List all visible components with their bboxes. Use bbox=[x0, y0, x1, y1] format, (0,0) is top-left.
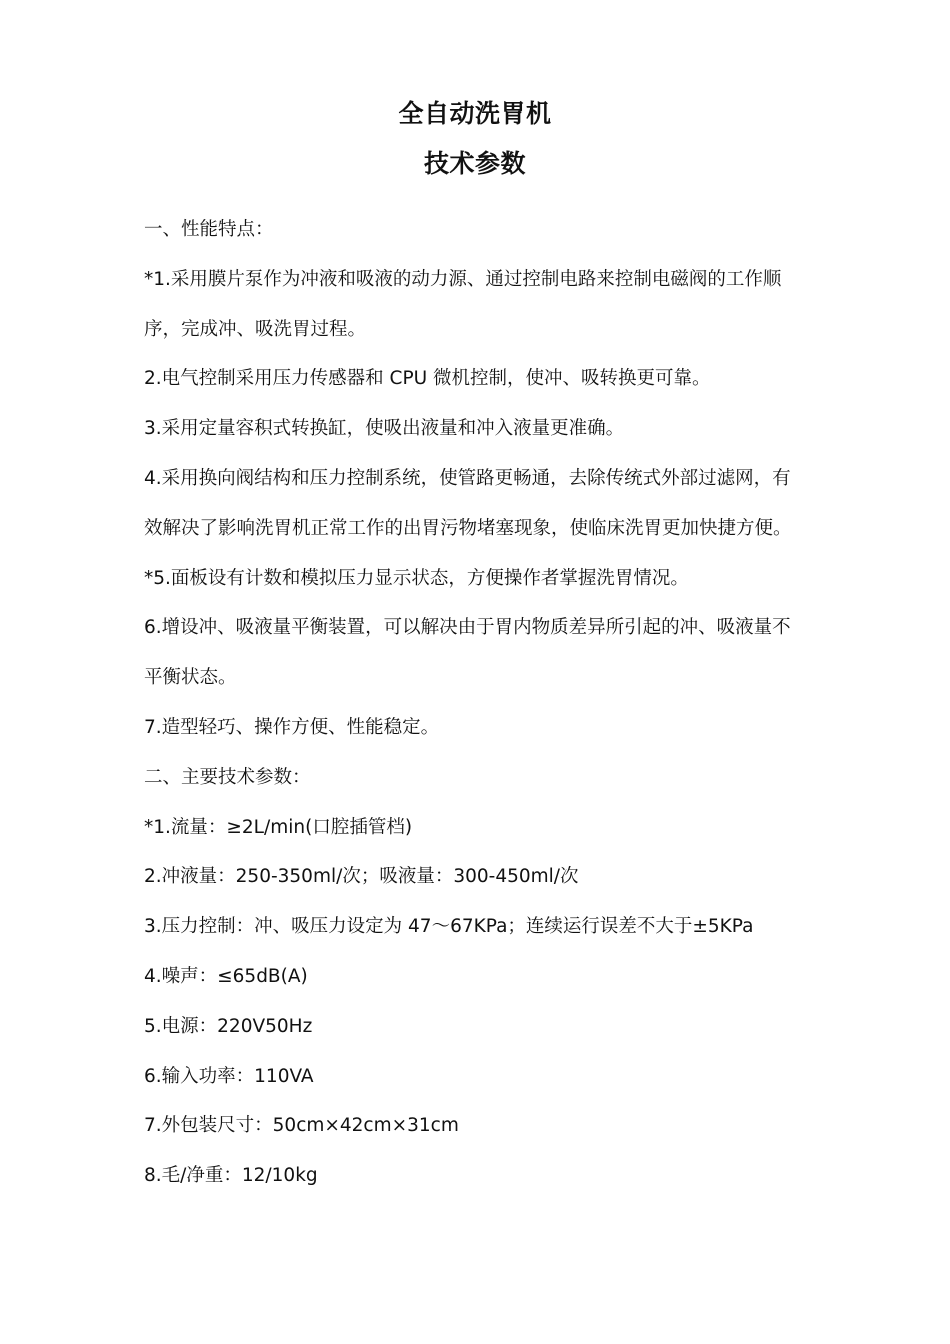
text-line: 6.增设冲、吸液量平衡装置，可以解决由于胃内物质差异所引起的冲、吸液量不 bbox=[144, 617, 791, 639]
spec-line: 8.毛/净重：12/10kg bbox=[144, 1165, 318, 1187]
spec-line: 4.噪声：≤65dB(A) bbox=[144, 965, 308, 987]
spec-line: 3.压力控制：冲、吸压力设定为 47～67KPa；连续运行误差不大于±5KPa bbox=[144, 916, 754, 938]
text-line: 效解决了影响洗胃机正常工作的出胃污物堵塞现象，使临床洗胃更加快捷方便。 bbox=[144, 517, 792, 539]
text-line: 7.造型轻巧、操作方便、性能稳定。 bbox=[144, 716, 440, 738]
spec-line: 2.冲液量：250-350ml/次；吸液量：300-450ml/次 bbox=[144, 866, 579, 888]
section-heading-features: 一、性能特点： bbox=[144, 219, 274, 240]
text-line: *5.面板设有计数和模拟压力显示状态，方便操作者掌握洗胃情况。 bbox=[144, 567, 689, 589]
document-subtitle: 技术参数 bbox=[423, 149, 526, 178]
text-line: 2.电气控制采用压力传感器和 CPU 微机控制，使冲、吸转换更可靠。 bbox=[144, 368, 711, 390]
spec-line: 7.外包装尺寸：50cm×42cm×31cm bbox=[144, 1115, 459, 1137]
spec-line: *1.流量：≥2L/min(口腔插管档) bbox=[144, 816, 413, 838]
text-line: 序，完成冲、吸洗胃过程。 bbox=[144, 318, 367, 340]
section-heading-parameters: 二、主要技术参数： bbox=[144, 766, 311, 788]
spec-line: 6.输入功率：110VA bbox=[144, 1065, 314, 1087]
spec-line: 5.电源：220V50Hz bbox=[144, 1015, 313, 1037]
text-line: *1.采用膜片泵作为冲液和吸液的动力源、通过控制电路来控制电磁阀的工作顺 bbox=[144, 268, 782, 290]
document-title: 全自动洗胃机 bbox=[398, 99, 552, 128]
text-line: 3.采用定量容积式转换缸，使吸出液量和冲入液量更准确。 bbox=[144, 418, 625, 440]
document-body bbox=[144, 205, 824, 1201]
text-line: 平衡状态。 bbox=[144, 667, 237, 689]
text-line: 4.采用换向阀结构和压力控制系统，使管路更畅通，去除传统式外部过滤网，有 bbox=[144, 467, 791, 489]
